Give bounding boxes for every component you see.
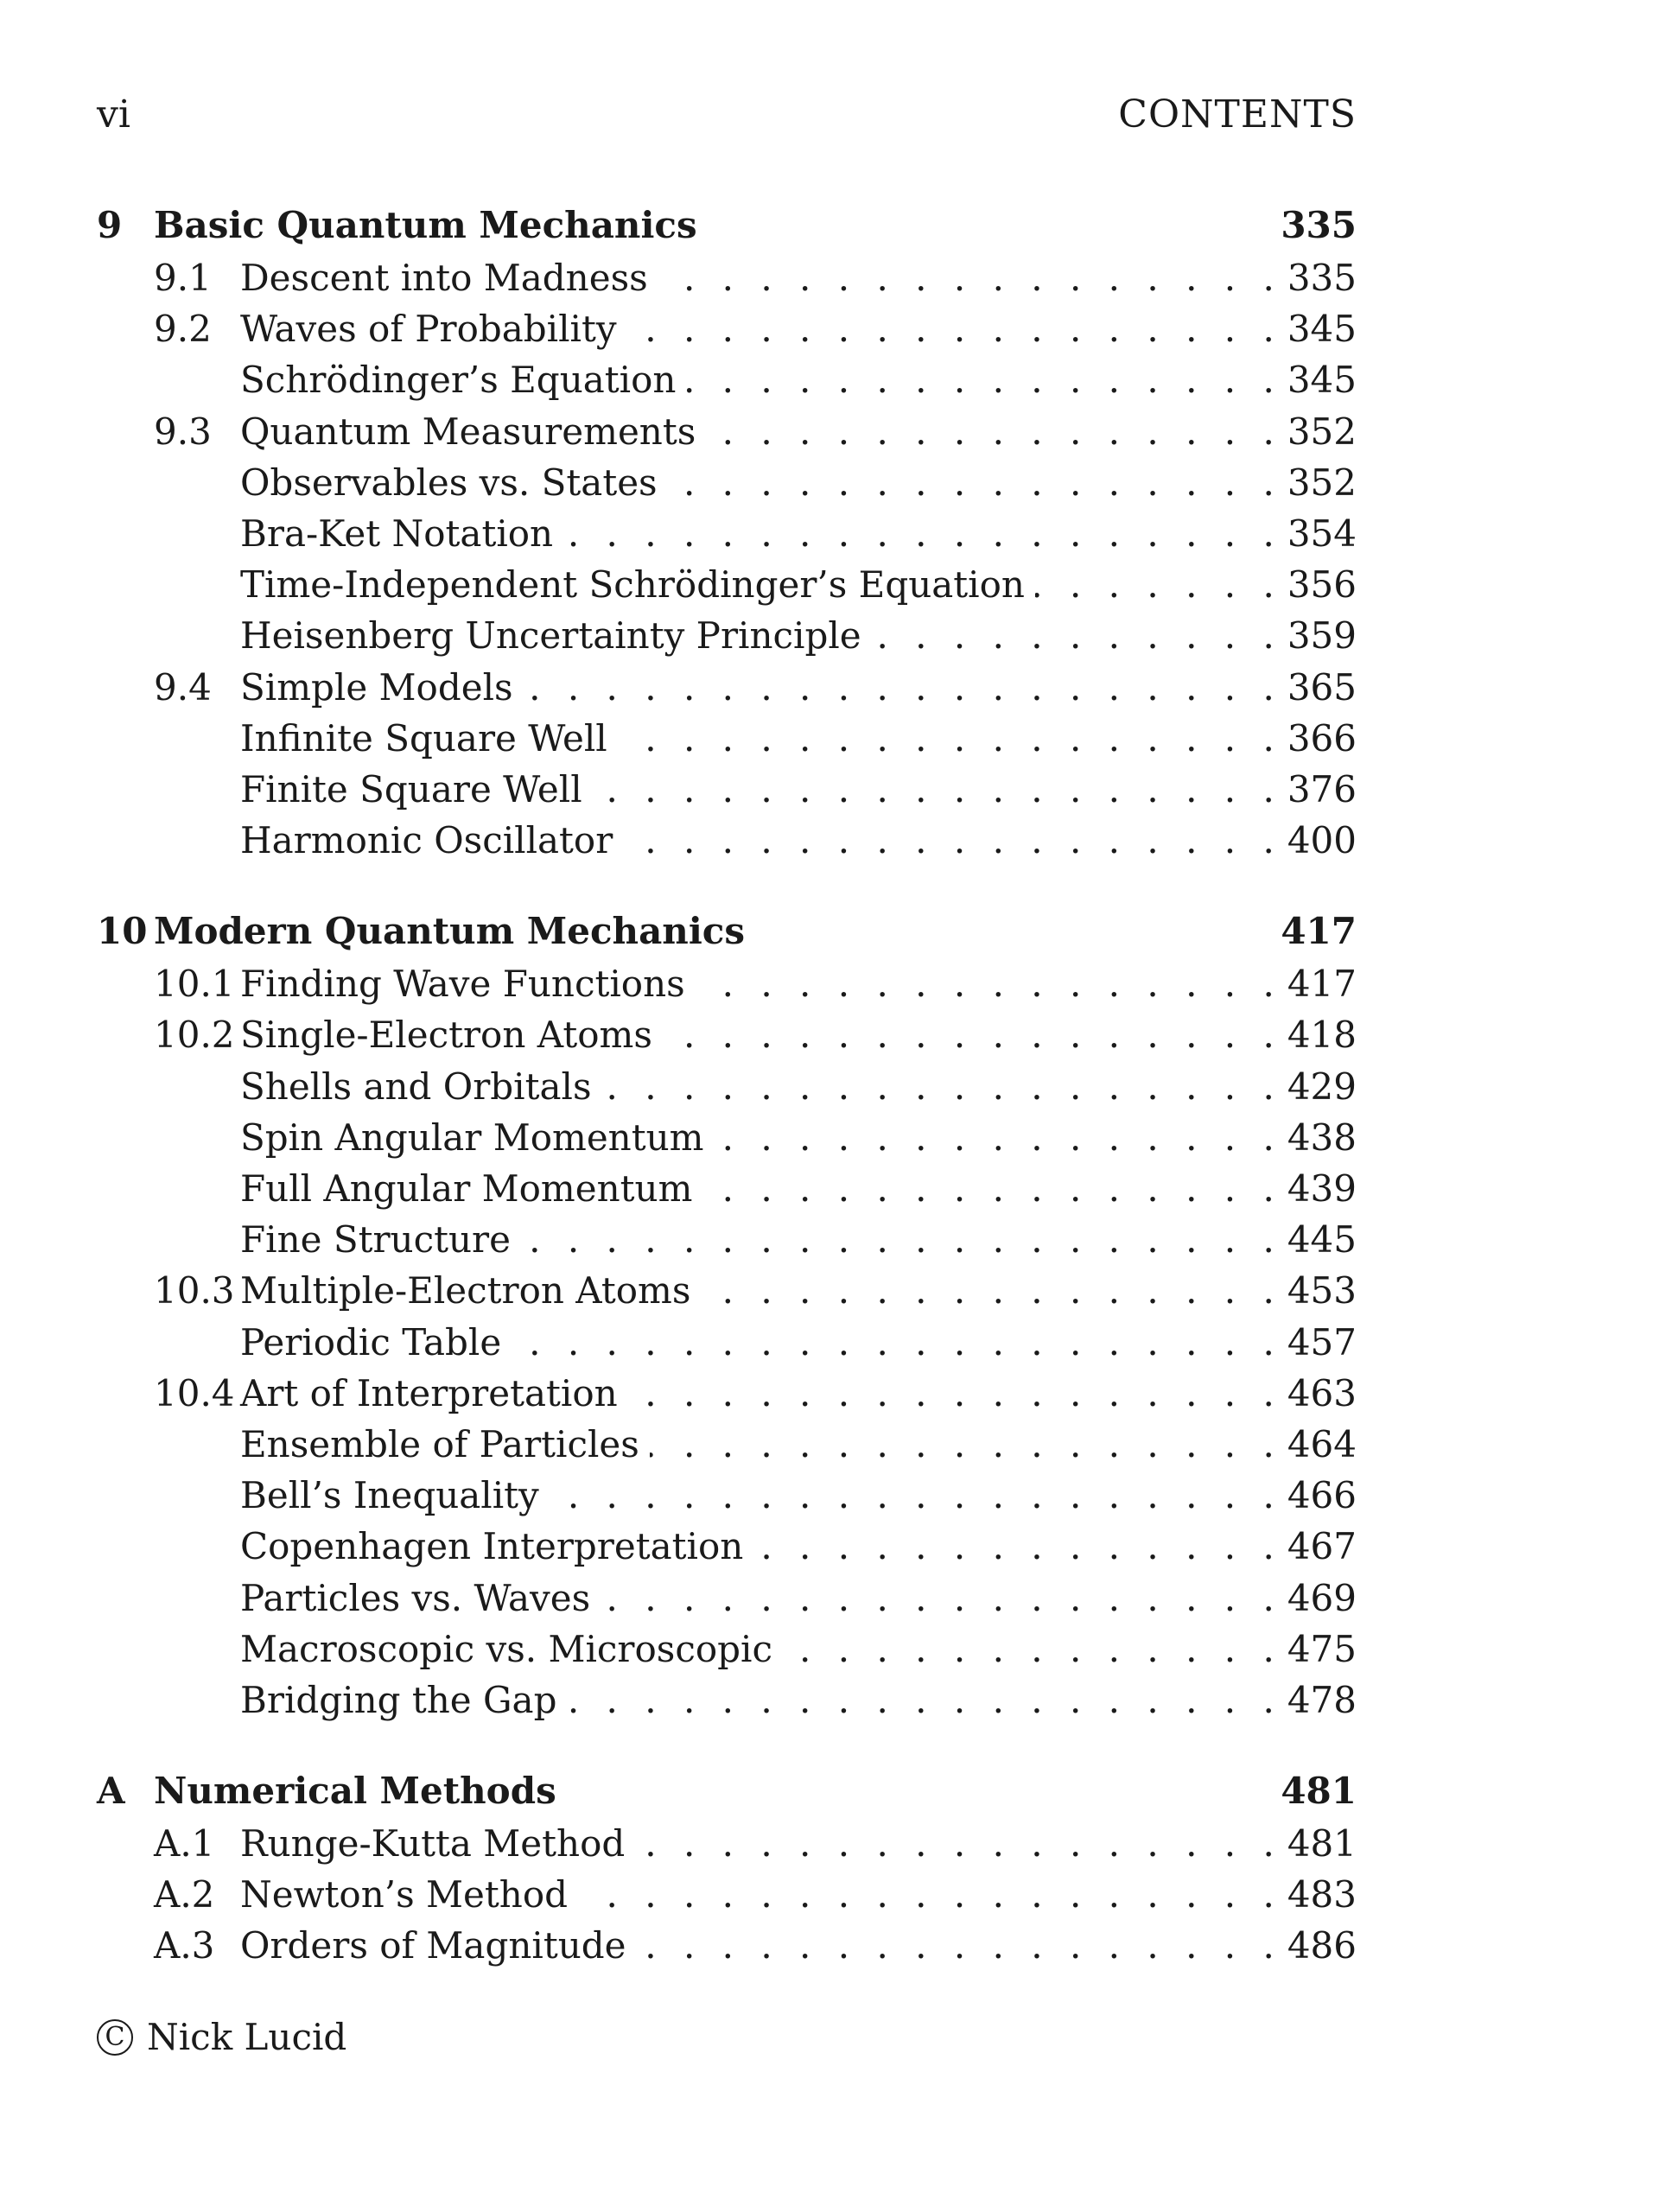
- section-title: Orders of Magnitude: [240, 1924, 626, 1967]
- toc-section-entry[interactable]: [97, 958, 1357, 1009]
- dot-leader: [686, 354, 1281, 405]
- dot-leader: [702, 1163, 1281, 1214]
- dot-leader: [637, 1920, 1282, 1971]
- subsection-title: Spin Angular Momentum: [240, 1116, 704, 1159]
- subsection-title: Schrödinger’s Equation: [240, 359, 677, 402]
- document-page: [97, 0, 1357, 2212]
- section-number: 9.1: [154, 257, 212, 299]
- toc-subsection-entry[interactable]: [97, 1624, 1357, 1675]
- toc-subsection-entry[interactable]: [97, 1470, 1357, 1521]
- copyright-footer: [97, 2012, 346, 2063]
- toc-section-entry[interactable]: [97, 662, 1357, 713]
- toc-subsection-entry[interactable]: [97, 1317, 1357, 1368]
- subsection-title: Heisenberg Uncertainty Principle: [240, 614, 861, 658]
- chapter-title: Basic Quantum Mechanics: [154, 204, 697, 246]
- page-number: vi: [97, 92, 130, 137]
- section-number: A.3: [154, 1924, 215, 1967]
- section-number: A.1: [154, 1822, 215, 1866]
- entry-page-number: 429: [1287, 1065, 1357, 1108]
- subsection-title: Bra-Ket Notation: [240, 512, 554, 555]
- toc-section-entry[interactable]: [97, 1368, 1357, 1419]
- toc-subsection-entry[interactable]: [97, 354, 1357, 405]
- entry-page-number: 376: [1287, 767, 1357, 810]
- entry-page-number: 464: [1287, 1422, 1357, 1465]
- section-number: 10.3: [154, 1269, 235, 1313]
- entry-page-number: 400: [1287, 819, 1357, 862]
- dot-leader: [521, 1214, 1282, 1265]
- dot-leader: [714, 1112, 1281, 1163]
- dot-leader: [567, 1675, 1281, 1726]
- toc-chapter-heading[interactable]: [97, 199, 1357, 252]
- dot-leader: [578, 1869, 1282, 1920]
- subsection-title: Particles vs. Waves: [240, 1576, 591, 1619]
- chapter-page-number: 417: [1281, 910, 1357, 953]
- entry-page-number: 352: [1287, 410, 1357, 453]
- toc-section-entry[interactable]: [97, 1265, 1357, 1316]
- section-number: 10.1: [154, 963, 235, 1006]
- entry-page-number: 466: [1287, 1474, 1357, 1517]
- toc-section-entry[interactable]: [97, 252, 1357, 303]
- dot-leader: [701, 1265, 1281, 1316]
- toc-section-entry[interactable]: [97, 406, 1357, 457]
- section-title: Art of Interpretation: [240, 1371, 618, 1414]
- chapter-page-number: 335: [1281, 204, 1357, 246]
- dot-leader: [872, 610, 1282, 661]
- dot-leader: [1035, 559, 1282, 610]
- author-name: Nick Lucid: [147, 2016, 347, 2058]
- copyright-icon: C: [97, 2019, 133, 2056]
- toc-subsection-entry[interactable]: [97, 1675, 1357, 1726]
- entry-page-number: 352: [1287, 461, 1357, 504]
- entry-page-number: 418: [1287, 1014, 1357, 1057]
- dot-leader: [550, 1470, 1282, 1521]
- entry-page-number: 467: [1287, 1525, 1357, 1568]
- dot-leader: [628, 1368, 1282, 1419]
- entry-page-number: 478: [1287, 1678, 1357, 1721]
- toc-chapter: [97, 1764, 1357, 1972]
- section-number: 10.4: [154, 1371, 235, 1414]
- toc-subsection-entry[interactable]: [97, 1573, 1357, 1624]
- chapter-page-number: 481: [1281, 1770, 1357, 1813]
- dot-leader: [524, 662, 1282, 713]
- dot-leader: [696, 958, 1282, 1009]
- section-title: Newton’s Method: [240, 1873, 568, 1916]
- toc-subsection-entry[interactable]: [97, 1214, 1357, 1265]
- toc-subsection-entry[interactable]: [97, 815, 1357, 866]
- entry-page-number: 438: [1287, 1116, 1357, 1159]
- subsection-title: Bridging the Gap: [240, 1678, 557, 1721]
- dot-leader: [635, 1818, 1282, 1869]
- dot-leader: [753, 1521, 1282, 1572]
- chapter-title: Modern Quantum Mechanics: [154, 910, 745, 953]
- dot-leader: [623, 815, 1282, 866]
- running-title: CONTENTS: [1118, 92, 1357, 137]
- toc-subsection-entry[interactable]: [97, 1521, 1357, 1572]
- dot-leader: [618, 713, 1282, 764]
- section-number: 9.3: [154, 410, 212, 453]
- toc-chapter-heading[interactable]: [97, 905, 1357, 958]
- entry-page-number: 445: [1287, 1218, 1357, 1262]
- subsection-title: Infinite Square Well: [240, 716, 607, 760]
- chapter-number: 9: [97, 204, 123, 246]
- toc-subsection-entry[interactable]: [97, 559, 1357, 610]
- toc-subsection-entry[interactable]: [97, 764, 1357, 815]
- subsection-title: Ensemble of Particles: [240, 1422, 639, 1465]
- entry-page-number: 356: [1287, 563, 1357, 607]
- entry-page-number: 359: [1287, 614, 1357, 658]
- entry-page-number: 483: [1287, 1873, 1357, 1916]
- section-number: A.2: [154, 1873, 215, 1916]
- section-title: Descent into Madness: [240, 257, 648, 299]
- subsection-title: Time-Independent Schrödinger’s Equation: [240, 563, 1025, 607]
- subsection-title: Fine Structure: [240, 1218, 511, 1262]
- dot-leader: [593, 764, 1282, 815]
- entry-page-number: 365: [1287, 665, 1357, 709]
- chapter-number: 10: [97, 910, 148, 953]
- dot-leader: [658, 252, 1282, 303]
- subsection-title: Harmonic Oscillator: [240, 819, 613, 862]
- subsection-title: Periodic Table: [240, 1320, 502, 1363]
- dot-leader: [650, 1419, 1282, 1470]
- entry-page-number: 463: [1287, 1371, 1357, 1414]
- section-title: Quantum Measurements: [240, 410, 696, 453]
- section-title: Single-Electron Atoms: [240, 1014, 652, 1057]
- section-title: Finding Wave Functions: [240, 963, 685, 1006]
- entry-page-number: 457: [1287, 1320, 1357, 1363]
- toc-section-entry[interactable]: [97, 1009, 1357, 1060]
- chapter-title: Numerical Methods: [154, 1770, 556, 1813]
- entry-page-number: 335: [1287, 257, 1357, 299]
- entry-page-number: 417: [1287, 963, 1357, 1006]
- entry-page-number: 481: [1287, 1822, 1357, 1866]
- subsection-title: Macroscopic vs. Microscopic: [240, 1627, 772, 1670]
- entry-page-number: 345: [1287, 308, 1357, 351]
- dot-leader: [601, 1573, 1282, 1624]
- toc-section-entry[interactable]: [97, 303, 1357, 354]
- toc-subsection-entry[interactable]: [97, 508, 1357, 559]
- toc-subsection-entry[interactable]: [97, 1163, 1357, 1214]
- dot-leader: [602, 1061, 1282, 1112]
- toc-subsection-entry[interactable]: [97, 610, 1357, 661]
- toc-chapter: [97, 905, 1357, 1726]
- section-title: Simple Models: [240, 665, 513, 709]
- section-title: Runge-Kutta Method: [240, 1822, 626, 1866]
- dot-leader: [627, 303, 1282, 354]
- entry-page-number: 366: [1287, 716, 1357, 760]
- toc-section-entry[interactable]: [97, 1869, 1357, 1920]
- dot-leader: [668, 457, 1282, 508]
- subsection-title: Finite Square Well: [240, 767, 582, 810]
- toc-subsection-entry[interactable]: [97, 713, 1357, 764]
- chapter-number: A: [97, 1770, 125, 1813]
- toc-chapter: [97, 199, 1357, 866]
- section-number: 10.2: [154, 1014, 235, 1057]
- toc-subsection-entry[interactable]: [97, 457, 1357, 508]
- entry-page-number: 475: [1287, 1627, 1357, 1670]
- running-head: [97, 85, 1357, 145]
- section-title: Waves of Probability: [240, 308, 617, 351]
- subsection-title: Observables vs. States: [240, 461, 658, 504]
- toc-section-entry[interactable]: [97, 1920, 1357, 1971]
- entry-page-number: 439: [1287, 1167, 1357, 1210]
- entry-page-number: 345: [1287, 359, 1357, 402]
- section-number: 9.4: [154, 665, 212, 709]
- toc-subsection-entry[interactable]: [97, 1061, 1357, 1112]
- table-of-contents: [97, 199, 1357, 2011]
- subsection-title: Bell’s Inequality: [240, 1474, 539, 1517]
- entry-page-number: 453: [1287, 1269, 1357, 1313]
- subsection-title: Shells and Orbitals: [240, 1065, 592, 1108]
- dot-leader: [706, 406, 1282, 457]
- entry-page-number: 486: [1287, 1924, 1357, 1967]
- subsection-title: Full Angular Momentum: [240, 1167, 693, 1210]
- dot-leader: [512, 1317, 1282, 1368]
- dot-leader: [783, 1624, 1282, 1675]
- dot-leader: [663, 1009, 1282, 1060]
- toc-subsection-entry[interactable]: [97, 1419, 1357, 1470]
- entry-page-number: 354: [1287, 512, 1357, 555]
- entry-page-number: 469: [1287, 1576, 1357, 1619]
- section-title: Multiple-Electron Atoms: [240, 1269, 691, 1313]
- dot-leader: [563, 508, 1282, 559]
- toc-subsection-entry[interactable]: [97, 1112, 1357, 1163]
- section-number: 9.2: [154, 308, 212, 351]
- toc-section-entry[interactable]: [97, 1818, 1357, 1869]
- subsection-title: Copenhagen Interpretation: [240, 1525, 744, 1568]
- toc-chapter-heading[interactable]: [97, 1764, 1357, 1818]
